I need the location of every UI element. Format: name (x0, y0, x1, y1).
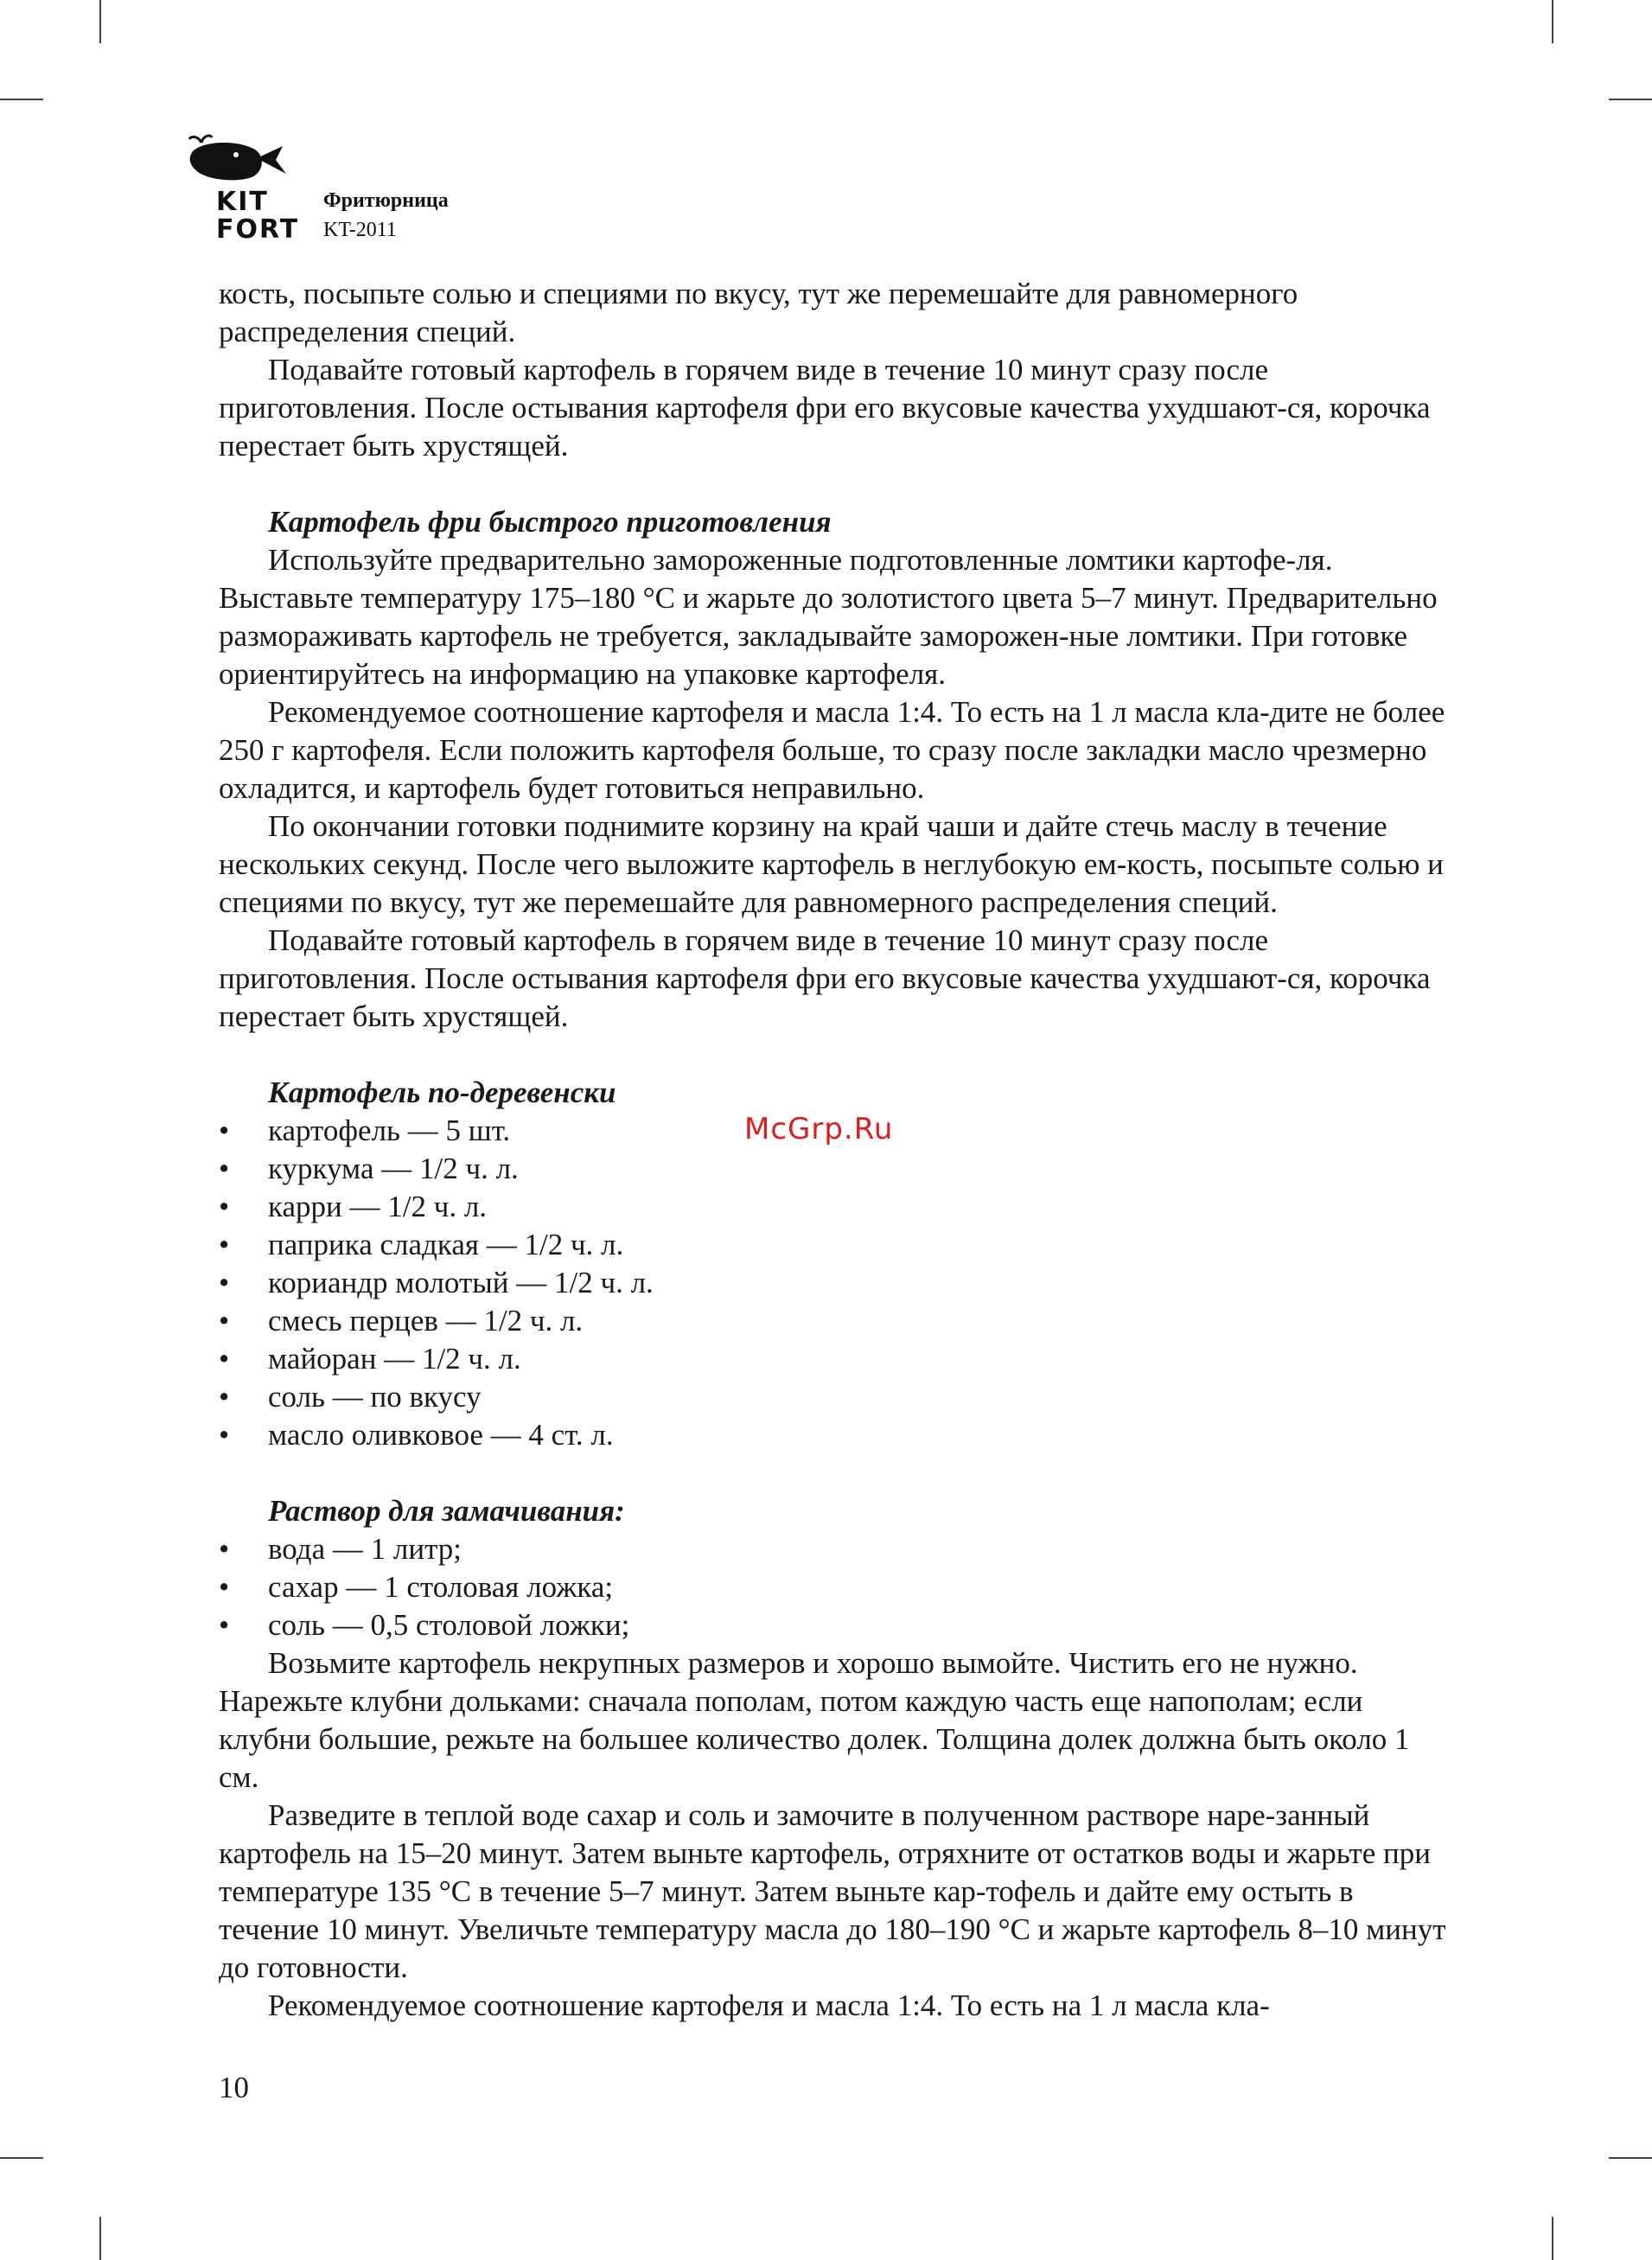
page-content (219, 275, 1455, 2025)
crop-mark (0, 2157, 43, 2159)
list-item: • соль — по вкусу (219, 1380, 482, 1414)
paragraph: Рекомендуемое соотношение картофеля и масла 1:4. То есть на 1 л масла кла- (268, 1989, 1270, 2022)
product-header (323, 186, 449, 245)
list-item: • майоран — 1/2 ч. л. (219, 1342, 521, 1376)
paragraph: кость, посыпьте солью и специями по вкусу, тут же перемешайте для равномерного распределения специй. (219, 277, 1298, 348)
paragraph: Используйте предварительно замороженные подготовленные ломтики картофе-ля. Выставьте температуру 175–180 °С и жарьте до золотистого цвета 5–7 минут. Предварительно размораживать картофель не требуется, закладывайте заморожен-ные ломтики. При готовке ориентируйтесь на информацию на упаковке картофеля. (219, 543, 1438, 691)
crop-mark (0, 99, 43, 100)
page-number: 10 (219, 2071, 249, 2104)
paragraph: По окончании готовки поднимите корзину на край чаши и дайте стечь маслу в течение нескольких секунд. После чего выложите картофель в неглубокую ем-кость, посыпьте солью и специями по вкусу, тут же перемешайте для равномерного распределения специй. (219, 809, 1444, 919)
section-heading: Картофель фри быстрого приготовления (268, 505, 832, 539)
paragraph: Подавайте готовый картофель в горячем виде в течение 10 минут сразу после приготовления. После остывания картофеля фри его вкусовые качества ухудшают-ся, корочка перестает быть хрустящей. (219, 923, 1431, 1033)
whale-logo-icon (186, 134, 298, 186)
list-item: • паприка сладкая — 1/2 ч. л. (219, 1228, 624, 1261)
list-item: • соль — 0,5 столовой ложки; (219, 1608, 630, 1642)
list-item: • вода — 1 литр; (219, 1532, 462, 1566)
list-item: • сахар — 1 столовая ложка; (219, 1570, 614, 1604)
list-item: • масло оливковое — 4 ст. л. (219, 1418, 614, 1452)
list-item: • смесь перцев — 1/2 ч. л. (219, 1304, 584, 1337)
list-item: • картофель — 5 шт. (219, 1114, 511, 1147)
crop-mark (1552, 0, 1553, 43)
section-heading: Раствор для замачивания: (268, 1494, 625, 1528)
paragraph: Разведите в теплой воде сахар и соль и замочите в полученном растворе наре-занный картофель на 15–20 минут. Затем выньте картофель, отряхните от остатков воды и жарьте при температуре 135 °С в течение 5–7 минут. Затем выньте кар-тофель и дайте ему остыть в течение 10 минут. Увеличьте температуру масла до 180–190 °С и жарьте картофель 8–10 минут до готовности. (219, 1798, 1446, 1984)
crop-mark (99, 0, 101, 43)
product-name: Фритюрница (323, 189, 449, 212)
paragraph: Подавайте готовый картофель в горячем виде в течение 10 минут сразу после приготовления. После остывания картофеля фри его вкусовые качества ухудшают-ся, корочка перестает быть хрустящей. (219, 353, 1431, 463)
list-item: • кориандр молотый — 1/2 ч. л. (219, 1266, 654, 1299)
paragraph: Рекомендуемое соотношение картофеля и масла 1:4. То есть на 1 л масла кла-дите не более 250 г картофеля. Если положить картофеля больше, то сразу после закладки масло чрезмерно охладится, и картофель будет готовиться неправильно. (219, 695, 1445, 805)
list-item: • куркума — 1/2 ч. л. (219, 1152, 519, 1185)
section-heading: Картофель по-деревенски (268, 1076, 616, 1109)
product-model: KT-2011 (323, 219, 397, 241)
crop-mark (1609, 2157, 1652, 2159)
crop-mark (99, 2217, 101, 2260)
brand-wordmark: KIT FORT (216, 187, 300, 245)
watermark: McGrp.Ru (744, 1112, 894, 1146)
crop-mark (1552, 2217, 1553, 2260)
paragraph: Возьмите картофель некрупных размеров и хорошо вымойте. Чистить его не нужно. Нарежьте клубни дольками: сначала пополам, потом каждую часть еще напополам; если клубни большие, режьте на большее количество долек. Толщина долек должна быть около 1 см. (219, 1646, 1410, 1794)
list-item: • карри — 1/2 ч. л. (219, 1190, 488, 1223)
crop-mark (1609, 99, 1652, 100)
